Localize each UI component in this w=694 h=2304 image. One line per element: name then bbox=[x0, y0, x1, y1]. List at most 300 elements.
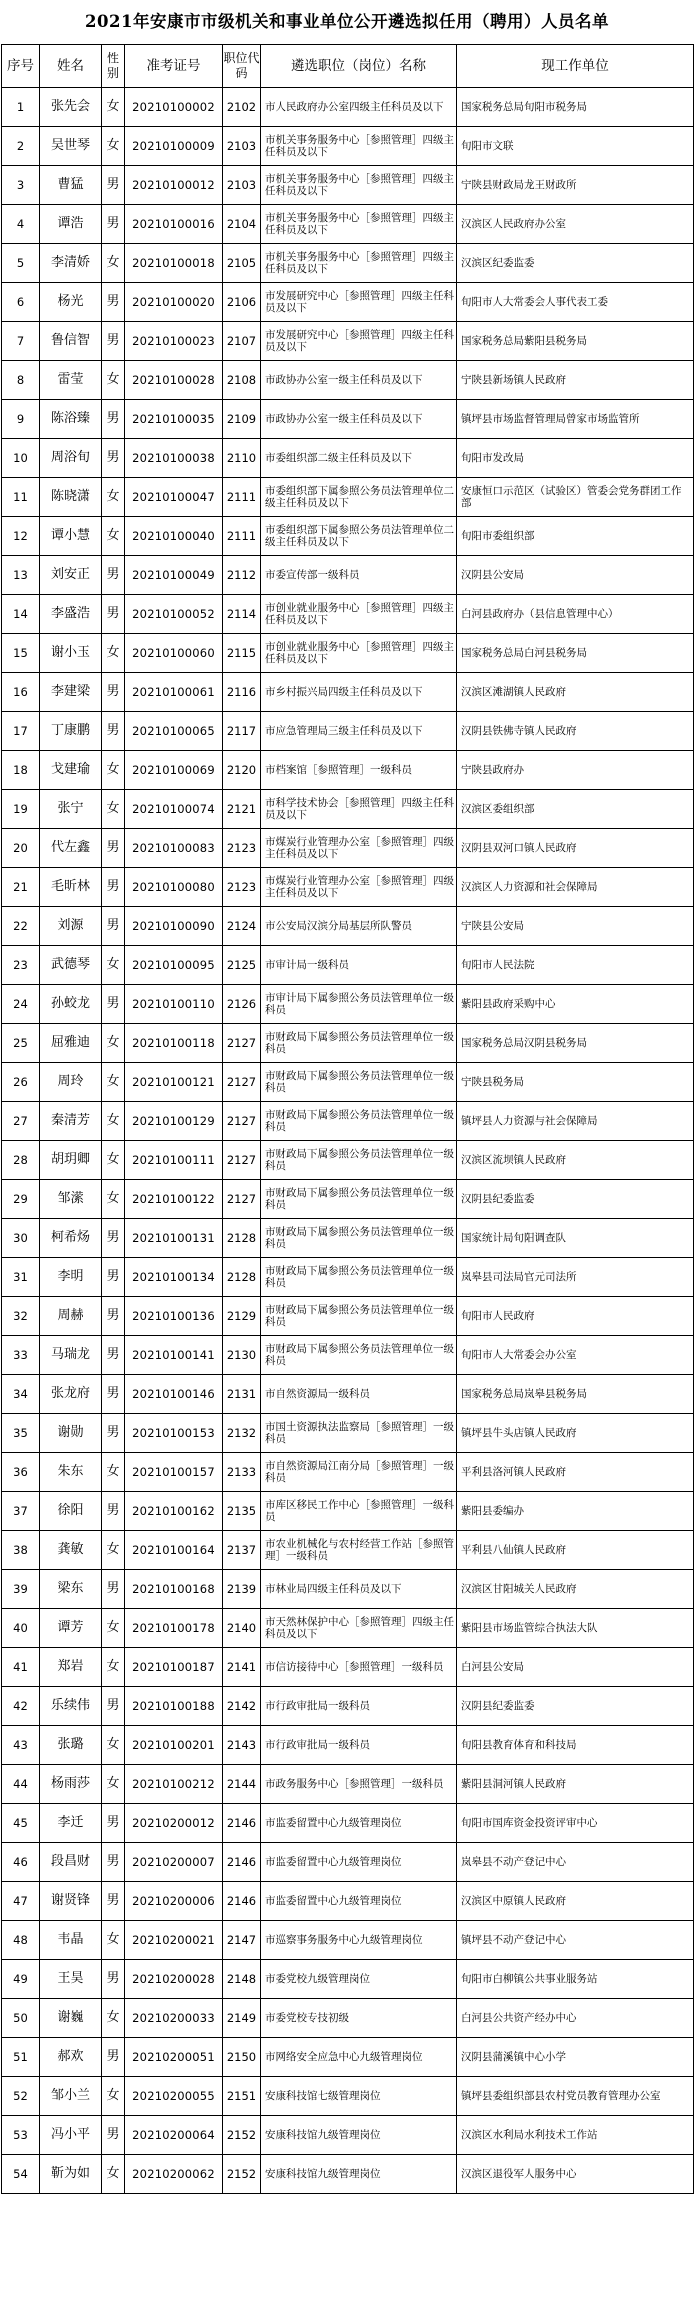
cell-num: 22 bbox=[2, 907, 40, 946]
cell-sex: 女 bbox=[102, 1921, 125, 1960]
cell-position-code: 2127 bbox=[223, 1102, 261, 1141]
cell-num: 39 bbox=[2, 1570, 40, 1609]
cell-sex: 男 bbox=[102, 439, 125, 478]
cell-position-code: 2106 bbox=[223, 283, 261, 322]
cell-num: 15 bbox=[2, 634, 40, 673]
cell-current-unit: 汉滨区滩湖镇人民政府 bbox=[457, 673, 694, 712]
cell-position-code: 2140 bbox=[223, 1609, 261, 1648]
cell-position-code: 2103 bbox=[223, 166, 261, 205]
cell-position-name: 市政协办公室一级主任科员及以下 bbox=[261, 361, 457, 400]
cell-exam-number: 20210100040 bbox=[125, 517, 223, 556]
cell-current-unit: 旬阳市委组织部 bbox=[457, 517, 694, 556]
cell-exam-number: 20210100016 bbox=[125, 205, 223, 244]
cell-position-name: 市自然资源局江南分局［参照管理］一级科员 bbox=[261, 1453, 457, 1492]
cell-exam-number: 20210100146 bbox=[125, 1375, 223, 1414]
cell-sex: 女 bbox=[102, 1726, 125, 1765]
cell-name: 丁康鹏 bbox=[40, 712, 102, 751]
cell-num: 3 bbox=[2, 166, 40, 205]
cell-position-name: 市财政局下属参照公务员法管理单位一级科员 bbox=[261, 1102, 457, 1141]
cell-position-code: 2109 bbox=[223, 400, 261, 439]
cell-name: 王昊 bbox=[40, 1960, 102, 1999]
cell-num: 50 bbox=[2, 1999, 40, 2038]
table-header-row bbox=[2, 45, 694, 88]
header-sex: 性别 bbox=[102, 45, 125, 88]
cell-current-unit: 紫阳县政府采购中心 bbox=[457, 985, 694, 1024]
cell-position-name: 市科学技术协会［参照管理］四级主任科员及以下 bbox=[261, 790, 457, 829]
cell-exam-number: 20210100023 bbox=[125, 322, 223, 361]
cell-position-name: 市应急管理局三级主任科员及以下 bbox=[261, 712, 457, 751]
cell-position-name: 市委组织部下属参照公务员法管理单位二级主任科员及以下 bbox=[261, 517, 457, 556]
cell-position-name: 市天然林保护中心［参照管理］四级主任科员及以下 bbox=[261, 1609, 457, 1648]
cell-sex: 女 bbox=[102, 946, 125, 985]
cell-exam-number: 20210100047 bbox=[125, 478, 223, 517]
cell-current-unit: 岚皋县不动产登记中心 bbox=[457, 1843, 694, 1882]
cell-sex: 女 bbox=[102, 634, 125, 673]
cell-position-name: 市财政局下属参照公务员法管理单位一级科员 bbox=[261, 1297, 457, 1336]
cell-name: 龚敏 bbox=[40, 1531, 102, 1570]
table-row bbox=[2, 673, 694, 712]
cell-num: 49 bbox=[2, 1960, 40, 1999]
cell-num: 51 bbox=[2, 2038, 40, 2077]
cell-num: 2 bbox=[2, 127, 40, 166]
cell-current-unit: 平利县八仙镇人民政府 bbox=[457, 1531, 694, 1570]
cell-exam-number: 20210100136 bbox=[125, 1297, 223, 1336]
cell-sex: 男 bbox=[102, 673, 125, 712]
cell-sex: 女 bbox=[102, 1531, 125, 1570]
cell-name: 屈雅迪 bbox=[40, 1024, 102, 1063]
cell-num: 54 bbox=[2, 2155, 40, 2194]
cell-exam-number: 20210100122 bbox=[125, 1180, 223, 1219]
cell-exam-number: 20210200021 bbox=[125, 1921, 223, 1960]
cell-current-unit: 镇坪县市场监督管理局曾家市场监管所 bbox=[457, 400, 694, 439]
cell-sex: 女 bbox=[102, 1609, 125, 1648]
cell-current-unit: 镇坪县人力资源与社会保障局 bbox=[457, 1102, 694, 1141]
cell-position-name: 市委组织部下属参照公务员法管理单位二级主任科员及以下 bbox=[261, 478, 457, 517]
cell-current-unit: 汉阴县蒲溪镇中心小学 bbox=[457, 2038, 694, 2077]
cell-position-name: 安康科技馆七级管理岗位 bbox=[261, 2077, 457, 2116]
cell-current-unit: 旬阳市人大常委会办公室 bbox=[457, 1336, 694, 1375]
table-row bbox=[2, 829, 694, 868]
cell-sex: 男 bbox=[102, 400, 125, 439]
table-row bbox=[2, 361, 694, 400]
cell-position-code: 2104 bbox=[223, 205, 261, 244]
cell-num: 35 bbox=[2, 1414, 40, 1453]
cell-position-code: 2110 bbox=[223, 439, 261, 478]
table-row bbox=[2, 556, 694, 595]
cell-position-code: 2142 bbox=[223, 1687, 261, 1726]
cell-name: 胡玥卿 bbox=[40, 1141, 102, 1180]
cell-num: 13 bbox=[2, 556, 40, 595]
cell-name: 韦晶 bbox=[40, 1921, 102, 1960]
cell-sex: 男 bbox=[102, 1258, 125, 1297]
cell-exam-number: 20210100009 bbox=[125, 127, 223, 166]
cell-num: 47 bbox=[2, 1882, 40, 1921]
cell-sex: 男 bbox=[102, 2116, 125, 2155]
cell-num: 10 bbox=[2, 439, 40, 478]
cell-exam-number: 20210100090 bbox=[125, 907, 223, 946]
cell-name: 谢勋 bbox=[40, 1414, 102, 1453]
table-row bbox=[2, 283, 694, 322]
cell-position-name: 市监委留置中心九级管理岗位 bbox=[261, 1843, 457, 1882]
cell-position-code: 2141 bbox=[223, 1648, 261, 1687]
cell-name: 谢贤锋 bbox=[40, 1882, 102, 1921]
cell-position-code: 2143 bbox=[223, 1726, 261, 1765]
header-exam: 准考证号 bbox=[125, 45, 223, 88]
cell-position-code: 2149 bbox=[223, 1999, 261, 2038]
table-row bbox=[2, 322, 694, 361]
cell-position-name: 市财政局下属参照公务员法管理单位一级科员 bbox=[261, 1063, 457, 1102]
cell-exam-number: 20210100069 bbox=[125, 751, 223, 790]
cell-sex: 男 bbox=[102, 868, 125, 907]
cell-sex: 女 bbox=[102, 517, 125, 556]
cell-name: 张璐 bbox=[40, 1726, 102, 1765]
cell-name: 孙蛟龙 bbox=[40, 985, 102, 1024]
cell-num: 12 bbox=[2, 517, 40, 556]
cell-exam-number: 20210100178 bbox=[125, 1609, 223, 1648]
cell-current-unit: 镇坪县牛头店镇人民政府 bbox=[457, 1414, 694, 1453]
page-title: 2021年安康市市级机关和事业单位公开遴选拟任用（聘用）人员名单 bbox=[85, 12, 609, 31]
cell-current-unit: 白河县政府办（县信息管理中心） bbox=[457, 595, 694, 634]
cell-name: 郝欢 bbox=[40, 2038, 102, 2077]
cell-num: 48 bbox=[2, 1921, 40, 1960]
cell-position-code: 2127 bbox=[223, 1180, 261, 1219]
cell-position-name: 市人民政府办公室四级主任科员及以下 bbox=[261, 88, 457, 127]
cell-position-code: 2127 bbox=[223, 1141, 261, 1180]
cell-name: 刘安正 bbox=[40, 556, 102, 595]
cell-name: 谭小慧 bbox=[40, 517, 102, 556]
cell-current-unit: 汉滨区水利局水利技术工作站 bbox=[457, 2116, 694, 2155]
cell-position-name: 市自然资源局一级科员 bbox=[261, 1375, 457, 1414]
cell-num: 14 bbox=[2, 595, 40, 634]
cell-position-code: 2146 bbox=[223, 1804, 261, 1843]
cell-name: 陈晓潇 bbox=[40, 478, 102, 517]
cell-position-code: 2150 bbox=[223, 2038, 261, 2077]
cell-current-unit: 汉阴县双河口镇人民政府 bbox=[457, 829, 694, 868]
cell-exam-number: 20210100074 bbox=[125, 790, 223, 829]
cell-num: 44 bbox=[2, 1765, 40, 1804]
cell-position-name: 市财政局下属参照公务员法管理单位一级科员 bbox=[261, 1141, 457, 1180]
cell-position-name: 市乡村振兴局四级主任科员及以下 bbox=[261, 673, 457, 712]
cell-current-unit: 宁陕县税务局 bbox=[457, 1063, 694, 1102]
cell-position-code: 2139 bbox=[223, 1570, 261, 1609]
cell-num: 25 bbox=[2, 1024, 40, 1063]
cell-position-code: 2129 bbox=[223, 1297, 261, 1336]
cell-current-unit: 紫阳县市场监管综合执法大队 bbox=[457, 1609, 694, 1648]
cell-sex: 男 bbox=[102, 985, 125, 1024]
cell-exam-number: 20210200051 bbox=[125, 2038, 223, 2077]
cell-exam-number: 20210100012 bbox=[125, 166, 223, 205]
table-row bbox=[2, 244, 694, 283]
cell-name: 冯小平 bbox=[40, 2116, 102, 2155]
cell-name: 谭浩 bbox=[40, 205, 102, 244]
cell-sex: 男 bbox=[102, 829, 125, 868]
cell-name: 张先会 bbox=[40, 88, 102, 127]
cell-num: 28 bbox=[2, 1141, 40, 1180]
cell-position-code: 2124 bbox=[223, 907, 261, 946]
cell-position-name: 市委组织部二级主任科员及以下 bbox=[261, 439, 457, 478]
cell-name: 段昌财 bbox=[40, 1843, 102, 1882]
cell-name: 朱东 bbox=[40, 1453, 102, 1492]
cell-sex: 女 bbox=[102, 361, 125, 400]
cell-num: 52 bbox=[2, 2077, 40, 2116]
cell-name: 陈浴臻 bbox=[40, 400, 102, 439]
table-row bbox=[2, 478, 694, 517]
cell-name: 张宁 bbox=[40, 790, 102, 829]
cell-sex: 女 bbox=[102, 478, 125, 517]
cell-position-name: 市发展研究中心［参照管理］四级主任科员及以下 bbox=[261, 322, 457, 361]
header-num: 序号 bbox=[2, 45, 40, 88]
cell-exam-number: 20210200064 bbox=[125, 2116, 223, 2155]
cell-position-code: 2114 bbox=[223, 595, 261, 634]
cell-position-code: 2146 bbox=[223, 1882, 261, 1921]
table-row bbox=[2, 1609, 694, 1648]
cell-position-name: 市委党校九级管理岗位 bbox=[261, 1960, 457, 1999]
cell-sex: 女 bbox=[102, 1024, 125, 1063]
table-row bbox=[2, 1102, 694, 1141]
cell-exam-number: 20210100164 bbox=[125, 1531, 223, 1570]
cell-sex: 男 bbox=[102, 1570, 125, 1609]
cell-num: 20 bbox=[2, 829, 40, 868]
cell-sex: 男 bbox=[102, 1219, 125, 1258]
cell-sex: 女 bbox=[102, 1765, 125, 1804]
cell-exam-number: 20210200028 bbox=[125, 1960, 223, 1999]
table-row bbox=[2, 1063, 694, 1102]
table-row bbox=[2, 712, 694, 751]
table-row bbox=[2, 1492, 694, 1531]
cell-num: 17 bbox=[2, 712, 40, 751]
cell-position-name: 市创业就业服务中心［参照管理］四级主任科员及以下 bbox=[261, 634, 457, 673]
cell-exam-number: 20210100131 bbox=[125, 1219, 223, 1258]
cell-exam-number: 20210100118 bbox=[125, 1024, 223, 1063]
cell-exam-number: 20210100111 bbox=[125, 1141, 223, 1180]
cell-current-unit: 国家统计局旬阳调查队 bbox=[457, 1219, 694, 1258]
table-row bbox=[2, 400, 694, 439]
table-row bbox=[2, 1024, 694, 1063]
cell-position-code: 2116 bbox=[223, 673, 261, 712]
cell-name: 吴世琴 bbox=[40, 127, 102, 166]
cell-name: 秦清芳 bbox=[40, 1102, 102, 1141]
cell-exam-number: 20210200006 bbox=[125, 1882, 223, 1921]
cell-num: 1 bbox=[2, 88, 40, 127]
cell-exam-number: 20210100187 bbox=[125, 1648, 223, 1687]
cell-name: 徐阳 bbox=[40, 1492, 102, 1531]
cell-sex: 男 bbox=[102, 1375, 125, 1414]
cell-name: 郑岩 bbox=[40, 1648, 102, 1687]
cell-name: 柯希炀 bbox=[40, 1219, 102, 1258]
table-row bbox=[2, 1687, 694, 1726]
cell-sex: 男 bbox=[102, 712, 125, 751]
table-row bbox=[2, 517, 694, 556]
cell-num: 6 bbox=[2, 283, 40, 322]
cell-position-code: 2148 bbox=[223, 1960, 261, 1999]
table-row bbox=[2, 1219, 694, 1258]
cell-position-name: 市财政局下属参照公务员法管理单位一级科员 bbox=[261, 1219, 457, 1258]
cell-position-name: 市发展研究中心［参照管理］四级主任科员及以下 bbox=[261, 283, 457, 322]
table-row bbox=[2, 88, 694, 127]
cell-position-name: 市行政审批局一级科员 bbox=[261, 1687, 457, 1726]
table-body bbox=[2, 88, 694, 2194]
table-row bbox=[2, 1414, 694, 1453]
cell-current-unit: 国家税务总局紫阳县税务局 bbox=[457, 322, 694, 361]
cell-num: 31 bbox=[2, 1258, 40, 1297]
cell-name: 代左鑫 bbox=[40, 829, 102, 868]
cell-num: 41 bbox=[2, 1648, 40, 1687]
cell-current-unit: 汉滨区委组织部 bbox=[457, 790, 694, 829]
table-row bbox=[2, 1336, 694, 1375]
cell-position-code: 2128 bbox=[223, 1219, 261, 1258]
cell-position-code: 2105 bbox=[223, 244, 261, 283]
cell-num: 37 bbox=[2, 1492, 40, 1531]
cell-position-name: 市审计局下属参照公务员法管理单位一级科员 bbox=[261, 985, 457, 1024]
cell-name: 戈建瑜 bbox=[40, 751, 102, 790]
cell-num: 9 bbox=[2, 400, 40, 439]
cell-position-name: 安康科技馆九级管理岗位 bbox=[261, 2155, 457, 2194]
cell-exam-number: 20210100121 bbox=[125, 1063, 223, 1102]
cell-current-unit: 宁陕县财政局龙王财政所 bbox=[457, 166, 694, 205]
cell-current-unit: 平利县洛河镇人民政府 bbox=[457, 1453, 694, 1492]
cell-position-name: 市林业局四级主任科员及以下 bbox=[261, 1570, 457, 1609]
cell-num: 40 bbox=[2, 1609, 40, 1648]
cell-sex: 男 bbox=[102, 556, 125, 595]
cell-sex: 女 bbox=[102, 751, 125, 790]
cell-exam-number: 20210100049 bbox=[125, 556, 223, 595]
cell-position-code: 2125 bbox=[223, 946, 261, 985]
cell-name: 杨雨莎 bbox=[40, 1765, 102, 1804]
cell-current-unit: 汉滨区退役军人服务中心 bbox=[457, 2155, 694, 2194]
cell-current-unit: 汉阴县铁佛寺镇人民政府 bbox=[457, 712, 694, 751]
cell-sex: 女 bbox=[102, 1999, 125, 2038]
cell-exam-number: 20210100002 bbox=[125, 88, 223, 127]
cell-name: 靳为如 bbox=[40, 2155, 102, 2194]
cell-exam-number: 20210100020 bbox=[125, 283, 223, 322]
cell-position-code: 2123 bbox=[223, 829, 261, 868]
table-row bbox=[2, 1843, 694, 1882]
table-row bbox=[2, 1804, 694, 1843]
cell-position-code: 2128 bbox=[223, 1258, 261, 1297]
cell-position-name: 市监委留置中心九级管理岗位 bbox=[261, 1882, 457, 1921]
cell-position-name: 市国土资源执法监察局［参照管理］一级科员 bbox=[261, 1414, 457, 1453]
cell-position-name: 市煤炭行业管理办公室［参照管理］四级主任科员及以下 bbox=[261, 868, 457, 907]
cell-num: 5 bbox=[2, 244, 40, 283]
cell-name: 毛昕林 bbox=[40, 868, 102, 907]
cell-num: 43 bbox=[2, 1726, 40, 1765]
cell-current-unit: 镇坪县委组织部县农村党员教育管理办公室 bbox=[457, 2077, 694, 2116]
cell-sex: 男 bbox=[102, 322, 125, 361]
cell-current-unit: 紫阳县委编办 bbox=[457, 1492, 694, 1531]
cell-name: 谢小玉 bbox=[40, 634, 102, 673]
table-row bbox=[2, 2077, 694, 2116]
cell-sex: 女 bbox=[102, 2155, 125, 2194]
cell-position-name: 市公安局汉滨分局基层所队警员 bbox=[261, 907, 457, 946]
cell-num: 42 bbox=[2, 1687, 40, 1726]
cell-position-code: 2121 bbox=[223, 790, 261, 829]
cell-num: 32 bbox=[2, 1297, 40, 1336]
cell-position-name: 市监委留置中心九级管理岗位 bbox=[261, 1804, 457, 1843]
cell-position-code: 2126 bbox=[223, 985, 261, 1024]
cell-exam-number: 20210100052 bbox=[125, 595, 223, 634]
cell-exam-number: 20210100168 bbox=[125, 1570, 223, 1609]
cell-current-unit: 汉滨区纪委监委 bbox=[457, 244, 694, 283]
cell-num: 19 bbox=[2, 790, 40, 829]
cell-current-unit: 汉滨区人力资源和社会保障局 bbox=[457, 868, 694, 907]
table-row bbox=[2, 1648, 694, 1687]
cell-sex: 女 bbox=[102, 1141, 125, 1180]
cell-name: 曹猛 bbox=[40, 166, 102, 205]
cell-current-unit: 宁陕县公安局 bbox=[457, 907, 694, 946]
cell-current-unit: 旬阳县教育体育和科技局 bbox=[457, 1726, 694, 1765]
cell-num: 7 bbox=[2, 322, 40, 361]
table-row bbox=[2, 166, 694, 205]
table-row bbox=[2, 205, 694, 244]
cell-position-code: 2152 bbox=[223, 2155, 261, 2194]
header-unit: 现工作单位 bbox=[457, 45, 694, 88]
cell-exam-number: 20210200007 bbox=[125, 1843, 223, 1882]
cell-position-code: 2111 bbox=[223, 517, 261, 556]
cell-position-code: 2120 bbox=[223, 751, 261, 790]
header-position: 遴选职位（岗位）名称 bbox=[261, 45, 457, 88]
table-row bbox=[2, 1531, 694, 1570]
cell-position-code: 2144 bbox=[223, 1765, 261, 1804]
table-row bbox=[2, 1141, 694, 1180]
cell-sex: 男 bbox=[102, 1336, 125, 1375]
table-row bbox=[2, 1960, 694, 1999]
cell-position-code: 2103 bbox=[223, 127, 261, 166]
cell-sex: 男 bbox=[102, 1843, 125, 1882]
cell-position-code: 2102 bbox=[223, 88, 261, 127]
cell-current-unit: 汉阴县纪委监委 bbox=[457, 1687, 694, 1726]
cell-position-name: 市库区移民工作中心［参照管理］一级科员 bbox=[261, 1492, 457, 1531]
cell-position-name: 市创业就业服务中心［参照管理］四级主任科员及以下 bbox=[261, 595, 457, 634]
cell-num: 30 bbox=[2, 1219, 40, 1258]
cell-current-unit: 汉阴县纪委监委 bbox=[457, 1180, 694, 1219]
table-row bbox=[2, 2155, 694, 2194]
cell-sex: 男 bbox=[102, 1414, 125, 1453]
cell-num: 11 bbox=[2, 478, 40, 517]
table-row bbox=[2, 907, 694, 946]
cell-name: 乐续伟 bbox=[40, 1687, 102, 1726]
table-row bbox=[2, 1726, 694, 1765]
cell-num: 26 bbox=[2, 1063, 40, 1102]
cell-position-code: 2137 bbox=[223, 1531, 261, 1570]
cell-current-unit: 旬阳市人大常委会人事代表工委 bbox=[457, 283, 694, 322]
cell-current-unit: 岚皋县司法局官元司法所 bbox=[457, 1258, 694, 1297]
cell-num: 4 bbox=[2, 205, 40, 244]
cell-exam-number: 20210100060 bbox=[125, 634, 223, 673]
cell-position-code: 2132 bbox=[223, 1414, 261, 1453]
cell-current-unit: 国家税务总局岚皋县税务局 bbox=[457, 1375, 694, 1414]
cell-current-unit: 汉阴县公安局 bbox=[457, 556, 694, 595]
cell-exam-number: 20210100141 bbox=[125, 1336, 223, 1375]
cell-current-unit: 国家税务总局汉阴县税务局 bbox=[457, 1024, 694, 1063]
cell-sex: 女 bbox=[102, 1102, 125, 1141]
cell-name: 邹潆 bbox=[40, 1180, 102, 1219]
cell-name: 张龙府 bbox=[40, 1375, 102, 1414]
cell-position-name: 市财政局下属参照公务员法管理单位一级科员 bbox=[261, 1336, 457, 1375]
cell-exam-number: 20210100018 bbox=[125, 244, 223, 283]
table-row bbox=[2, 634, 694, 673]
cell-num: 29 bbox=[2, 1180, 40, 1219]
cell-position-code: 2123 bbox=[223, 868, 261, 907]
cell-exam-number: 20210200033 bbox=[125, 1999, 223, 2038]
cell-sex: 男 bbox=[102, 1492, 125, 1531]
cell-exam-number: 20210100212 bbox=[125, 1765, 223, 1804]
cell-position-code: 2152 bbox=[223, 2116, 261, 2155]
table-row bbox=[2, 751, 694, 790]
cell-name: 周浴旬 bbox=[40, 439, 102, 478]
cell-name: 邹小兰 bbox=[40, 2077, 102, 2116]
cell-exam-number: 20210100134 bbox=[125, 1258, 223, 1297]
cell-position-code: 2112 bbox=[223, 556, 261, 595]
